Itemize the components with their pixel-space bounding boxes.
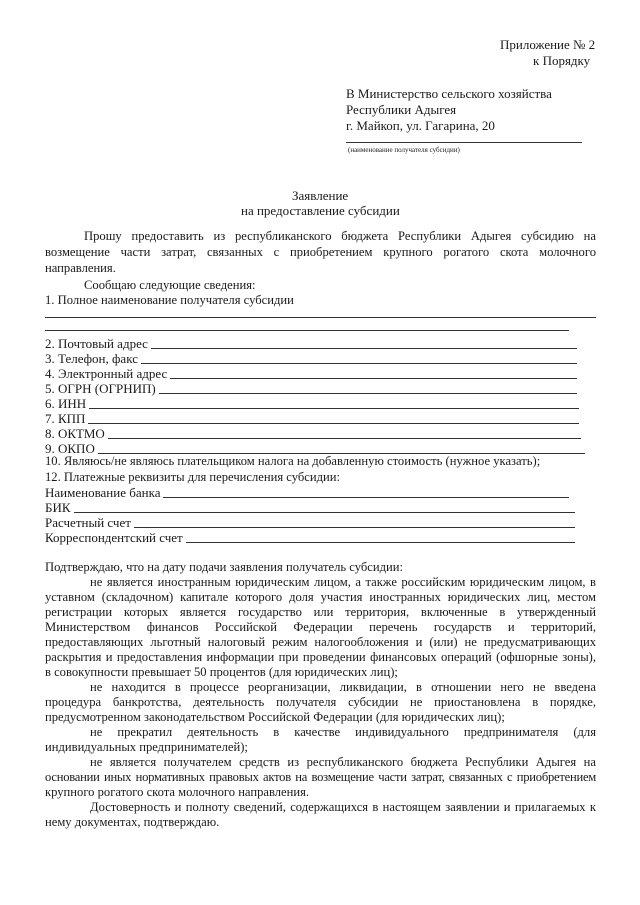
settlement-account-label: Расчетный счет xyxy=(45,515,131,530)
confirm-p4-line: основании иных нормативных правовых актов на возмещение части затрат, связанных с приобретением xyxy=(45,770,596,784)
email-line[interactable] xyxy=(170,378,577,379)
document-title: Заявление xyxy=(292,188,349,203)
confirm-p3-line: индивидуальных предпринимателей); xyxy=(45,740,248,754)
vat-status-statement: 10. Являюсь/не являюсь плательщиком налога на добавленную стоимость (нужное указать); xyxy=(45,454,541,468)
ogrn-line[interactable] xyxy=(159,393,577,394)
okpo-label: 9. ОКПО xyxy=(45,441,95,456)
confirm-p2-line: процедура банкротства, деятельность получателя субсидии не приостановлена в порядке, xyxy=(45,695,596,709)
field-postal-address[interactable] xyxy=(45,336,577,351)
field-ogrn[interactable] xyxy=(45,381,577,396)
field-kpp[interactable] xyxy=(45,411,579,426)
inn-line[interactable] xyxy=(89,408,579,409)
confirm-p5-line: нему документах, подтверждаю. xyxy=(45,815,220,829)
corr-account-line[interactable] xyxy=(186,542,575,543)
confirm-lead: Подтверждаю, что на дату подачи заявления получатель субсидии: xyxy=(45,560,403,574)
field-oktmo[interactable] xyxy=(45,426,581,441)
confirm-p1-line: регистрации которых является государство или территория, включенные в утвержденный xyxy=(45,605,596,619)
field-full-name-label: 1. Полное наименование получателя субсидии xyxy=(45,293,294,307)
full-name-line-2[interactable] xyxy=(45,330,569,331)
bik-label: БИК xyxy=(45,500,71,515)
settlement-account-line[interactable] xyxy=(134,527,575,528)
oktmo-label: 8. ОКТМО xyxy=(45,426,105,441)
recipient-name-line xyxy=(346,142,582,143)
intro-line-2: возмещение части затрат, связанных с приобретением крупного рогатого скота молочного xyxy=(45,245,596,259)
inn-label: 6. ИНН xyxy=(45,396,87,411)
confirm-p1-line: не является иностранным юридическим лицом, а также российским юридическим лицом, в xyxy=(90,575,596,589)
phone-fax-line[interactable] xyxy=(141,363,577,364)
confirm-p4-line: не является получателем средств из республиканского бюджета Республики Адыгея на xyxy=(90,755,596,769)
confirm-p3-line: не прекратил деятельность в качестве индивидуального предпринимателя (для xyxy=(90,725,596,739)
confirm-p5-line: Достоверность и полноту сведений, содержащихся в настоящем заявлении и прилагаемых к xyxy=(90,800,596,814)
payment-details-label: 12. Платежные реквизиты для перечисления субсидии: xyxy=(45,470,340,484)
full-name-line-1[interactable] xyxy=(45,317,596,318)
bank-name-label: Наименование банка xyxy=(45,485,161,500)
field-phone-fax[interactable] xyxy=(45,351,577,366)
intro-line-1: Прошу предоставить из республиканского бюджета Республики Адыгея субсидию на xyxy=(84,229,596,243)
corr-account-label: Корреспондентский счет xyxy=(45,530,183,545)
confirm-p2-line: предусмотренном законодательством Российской Федерации (для юридических лиц); xyxy=(45,710,505,724)
postal-address-line[interactable] xyxy=(151,348,577,349)
addressee-line-2: Республики Адыгея xyxy=(346,102,457,117)
postal-address-label: 2. Почтовый адрес xyxy=(45,336,148,351)
recipient-caption: (наименование получателя субсидии) xyxy=(348,146,460,154)
info-lead: Сообщаю следующие сведения: xyxy=(84,278,256,292)
addressee-line-1: В Министерство сельского хозяйства xyxy=(346,86,552,101)
field-settlement-account[interactable] xyxy=(45,515,575,530)
field-corr-account[interactable] xyxy=(45,530,575,545)
field-bank-name[interactable] xyxy=(45,485,569,500)
confirm-p1-line: в совокупности превышает 50 процентов (для юридических лиц); xyxy=(45,665,398,679)
field-email[interactable] xyxy=(45,366,577,381)
order-label: к Порядку xyxy=(533,53,591,68)
confirm-p1-line: предоставляющих льготный налоговый режим налогообложения и (или) не предусматривающих xyxy=(45,635,596,649)
confirm-p1-line: Министерством финансов Российской Федерации перечень государств и территорий, xyxy=(45,620,596,634)
email-label: 4. Электронный адрес xyxy=(45,366,168,381)
confirm-p1-line: раскрытия и предоставления информации при проведении финансовых операций (офшорные зоны), xyxy=(45,650,596,664)
intro-line-3: направления. xyxy=(45,261,116,275)
bank-name-line[interactable] xyxy=(163,497,569,498)
field-bik[interactable] xyxy=(45,500,575,515)
addressee-line-3: г. Майкоп, ул. Гагарина, 20 xyxy=(346,118,495,133)
document-subtitle: на предоставление субсидии xyxy=(241,203,400,218)
field-inn[interactable] xyxy=(45,396,579,411)
oktmo-line[interactable] xyxy=(108,438,581,439)
phone-fax-label: 3. Телефон, факс xyxy=(45,351,138,366)
appendix-label: Приложение № 2 xyxy=(500,37,596,52)
confirm-p2-line: не находится в процессе реорганизации, ликвидации, в отношении него не введена xyxy=(90,680,596,694)
confirm-p4-line: крупного рогатого скота молочного направления. xyxy=(45,785,310,799)
bik-line[interactable] xyxy=(74,512,575,513)
ogrn-label: 5. ОГРН (ОГРНИП) xyxy=(45,381,156,396)
confirm-p1-line: уставном (складочном) капитале которого доля участия иностранных юридических лиц, местом xyxy=(45,590,596,604)
kpp-line[interactable] xyxy=(88,423,579,424)
kpp-label: 7. КПП xyxy=(45,411,86,426)
